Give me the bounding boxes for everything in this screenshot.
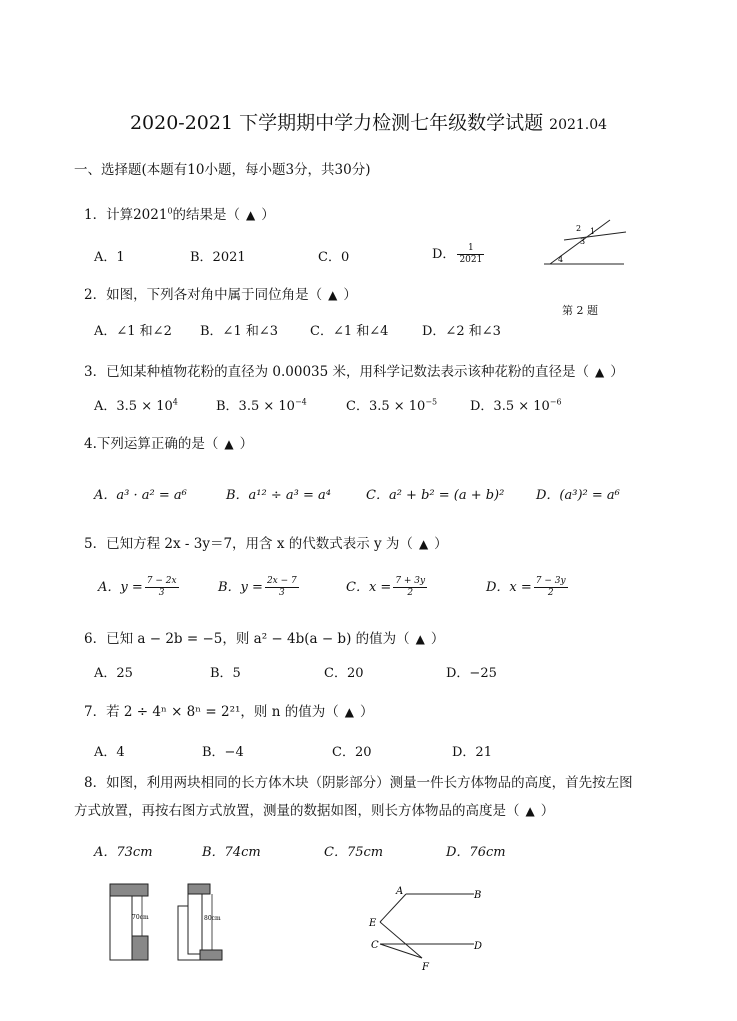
q5-option-b-label: B．y = (218, 580, 263, 595)
q1-text-pre: 1．计算2021 (84, 207, 168, 223)
q4-option-a: A．a³ · a² = a⁶ (94, 488, 187, 503)
answer-triangle: ▲ (224, 437, 234, 451)
label-b: B (474, 890, 482, 901)
fraction-denominator: 2 (547, 588, 554, 598)
q3-option-a-base: A．3.5 × 10 (94, 399, 173, 414)
q1-option-b: B．2021 (190, 250, 246, 265)
q8-text: 方式放置，再按右图方式放置，测量的数据如图，则长方体物品的高度是（ (74, 803, 520, 819)
fraction-numerator: 7 − 2x (146, 576, 177, 586)
q7-close: ） (359, 704, 374, 720)
q5-option-d-fraction (534, 576, 568, 599)
question-5 (84, 532, 448, 552)
answer-triangle: ▲ (525, 804, 535, 818)
q1-option-c: C．0 (318, 250, 350, 265)
question-7 (84, 700, 373, 720)
q8-option-c: C．75cm (324, 845, 384, 860)
q3-option-b-base: B．3.5 × 10 (216, 399, 295, 414)
fraction-numerator: 2x − 7 (266, 576, 297, 586)
q5-option-b (218, 576, 299, 599)
answer-triangle: ▲ (246, 208, 256, 222)
q5-option-c-fraction (393, 576, 427, 599)
q3-option-d-exp: −6 (549, 397, 562, 407)
question-3 (84, 360, 624, 380)
q7-option-d: D．21 (452, 745, 492, 760)
question-8-line-1: 8．如图，利用两块相同的长方体木块（阴影部分）测量一件长方体物品的高度，首先按左图 (84, 775, 633, 791)
q8-option-a: A．73cm (94, 845, 153, 860)
question-2 (84, 283, 357, 303)
question-6 (84, 627, 444, 647)
q5-option-b-fraction (265, 576, 299, 599)
fraction-denominator: 2 (407, 588, 414, 598)
fig2-caption: 第 2 题 (562, 304, 598, 317)
q4-close: ） (239, 436, 254, 452)
segment-cf (380, 944, 422, 958)
figure-q2-angles (540, 218, 630, 270)
title-text: 2020-2021 下学期期中学力检测七年级数学试题 (129, 112, 544, 134)
q4-option-b: B．a¹² ÷ a³ = a⁴ (226, 488, 331, 503)
q6-text: 6．已知 a − 2b = −5，则 a² − 4b(a − b) 的值为（ (84, 631, 410, 647)
q3-option-a (94, 395, 178, 414)
figure-q8-blocks (100, 880, 240, 966)
q5-option-a-fraction (145, 576, 179, 599)
q8-option-d: D．76cm (446, 845, 506, 860)
fraction-denominator: 3 (278, 588, 285, 598)
q2-option-c: C．∠1 和∠4 (310, 324, 389, 339)
fig2-label-1: 1 (590, 227, 596, 236)
q2-option-b: B．∠1 和∠3 (200, 324, 279, 339)
q3-close: ） (610, 364, 624, 380)
q7-option-b: B．−4 (202, 745, 244, 760)
q5-option-c (346, 576, 427, 599)
q4-option-c: C．a² + b² = (a + b)² (366, 488, 505, 503)
segment-ef (380, 922, 422, 958)
label-c: C (371, 940, 379, 951)
fig8-left-object (110, 894, 132, 960)
answer-triangle: ▲ (415, 632, 425, 646)
title-date: 2021.04 (549, 117, 608, 133)
fig8-left-label: 70cm (132, 914, 149, 921)
q5-option-a (98, 576, 179, 599)
q1-superscript: 0 (167, 206, 173, 216)
fraction-denominator: 2021 (459, 255, 483, 265)
q3-option-c-base: C．3.5 × 10 (346, 399, 426, 414)
q1-option-a: A．1 (94, 250, 125, 265)
label-e: E (369, 918, 377, 929)
fraction-denominator: 3 (158, 588, 165, 598)
q1-close: ） (261, 207, 275, 223)
exam-title (0, 108, 737, 135)
q5-option-d-label: D．x = (486, 580, 532, 595)
q2-option-a: A．∠1 和∠2 (94, 324, 172, 339)
q7-text: 7．若 2 ÷ 4ⁿ × 8ⁿ = 2²¹，则 n 的值为（ (84, 704, 339, 720)
q5-text: 5．已知方程 2x - 3y＝7，用含 x 的代数式表示 y 为（ (84, 536, 413, 552)
answer-triangle: ▲ (328, 288, 338, 302)
q3-option-a-exp: 4 (172, 397, 178, 407)
q4-option-d: D．(a³)² = a⁶ (536, 488, 620, 503)
q6-option-a: A．25 (94, 666, 133, 681)
fig2-label-2: 2 (576, 224, 582, 233)
q6-option-d: D．−25 (446, 666, 497, 681)
q3-option-b (216, 395, 307, 414)
label-a: A (396, 886, 404, 897)
label-f: F (422, 962, 429, 973)
fig2-label-3: 3 (580, 237, 586, 246)
q2-text: 2．如图，下列各对角中属于同位角是（ (84, 287, 323, 303)
fraction-numerator: 7 − 3y (535, 576, 566, 586)
fig8-right-bottom-block (200, 950, 222, 960)
q5-option-d (486, 576, 568, 599)
q6-option-c: C．20 (324, 666, 364, 681)
q7-option-a: A．4 (94, 745, 125, 760)
fig8-right-top-block (188, 884, 210, 894)
q1-text-post: 的结果是（ (172, 207, 241, 223)
q8-close: ） (540, 803, 555, 819)
q6-close: ） (430, 631, 445, 647)
label-d: D (474, 941, 483, 952)
q8-option-b: B．74cm (202, 845, 261, 860)
q2-close: ） (343, 287, 357, 303)
section-heading: 一、选择题(本题有10小题，每小题3分，共30分) (74, 162, 371, 178)
q1-option-d (432, 243, 484, 266)
q5-option-a-label: A．y = (98, 580, 143, 595)
fraction-numerator: 1 (457, 243, 484, 255)
question-1 (84, 203, 275, 223)
question-8-line-2 (74, 799, 554, 819)
q3-text: 3．已知某种植物花粉的直径为 0.00035 米，用科学记数法表示该种花粉的直径是（ (84, 364, 589, 380)
fig8-left-top-block (110, 884, 148, 896)
q3-option-b-exp: −4 (294, 397, 307, 407)
q6-option-b: B．5 (210, 666, 241, 681)
fig8-right-label: 80cm (204, 915, 221, 922)
fraction-numerator: 7 + 3y (395, 576, 426, 586)
q1-option-d-label: D． (432, 247, 456, 262)
q5-option-c-label: C．x = (346, 580, 392, 595)
q3-option-c-exp: −5 (425, 397, 438, 407)
q3-option-c (346, 395, 437, 414)
answer-triangle: ▲ (344, 705, 354, 719)
q3-option-d-base: D．3.5 × 10 (470, 399, 550, 414)
segment-ae (380, 894, 406, 922)
figure-parallel-lines (362, 882, 498, 974)
q5-close: ） (434, 536, 448, 552)
q4-text: 4.下列运算正确的是（ (84, 436, 219, 452)
fig2-label-4: 4 (558, 255, 564, 264)
answer-triangle: ▲ (595, 365, 605, 379)
fig8-left-bottom-block (132, 936, 148, 960)
q7-option-c: C．20 (332, 745, 372, 760)
q3-option-d (470, 395, 562, 414)
q2-option-d: D．∠2 和∠3 (422, 324, 501, 339)
question-4 (84, 432, 253, 452)
answer-triangle: ▲ (418, 537, 429, 551)
q1-option-d-fraction (457, 243, 484, 266)
